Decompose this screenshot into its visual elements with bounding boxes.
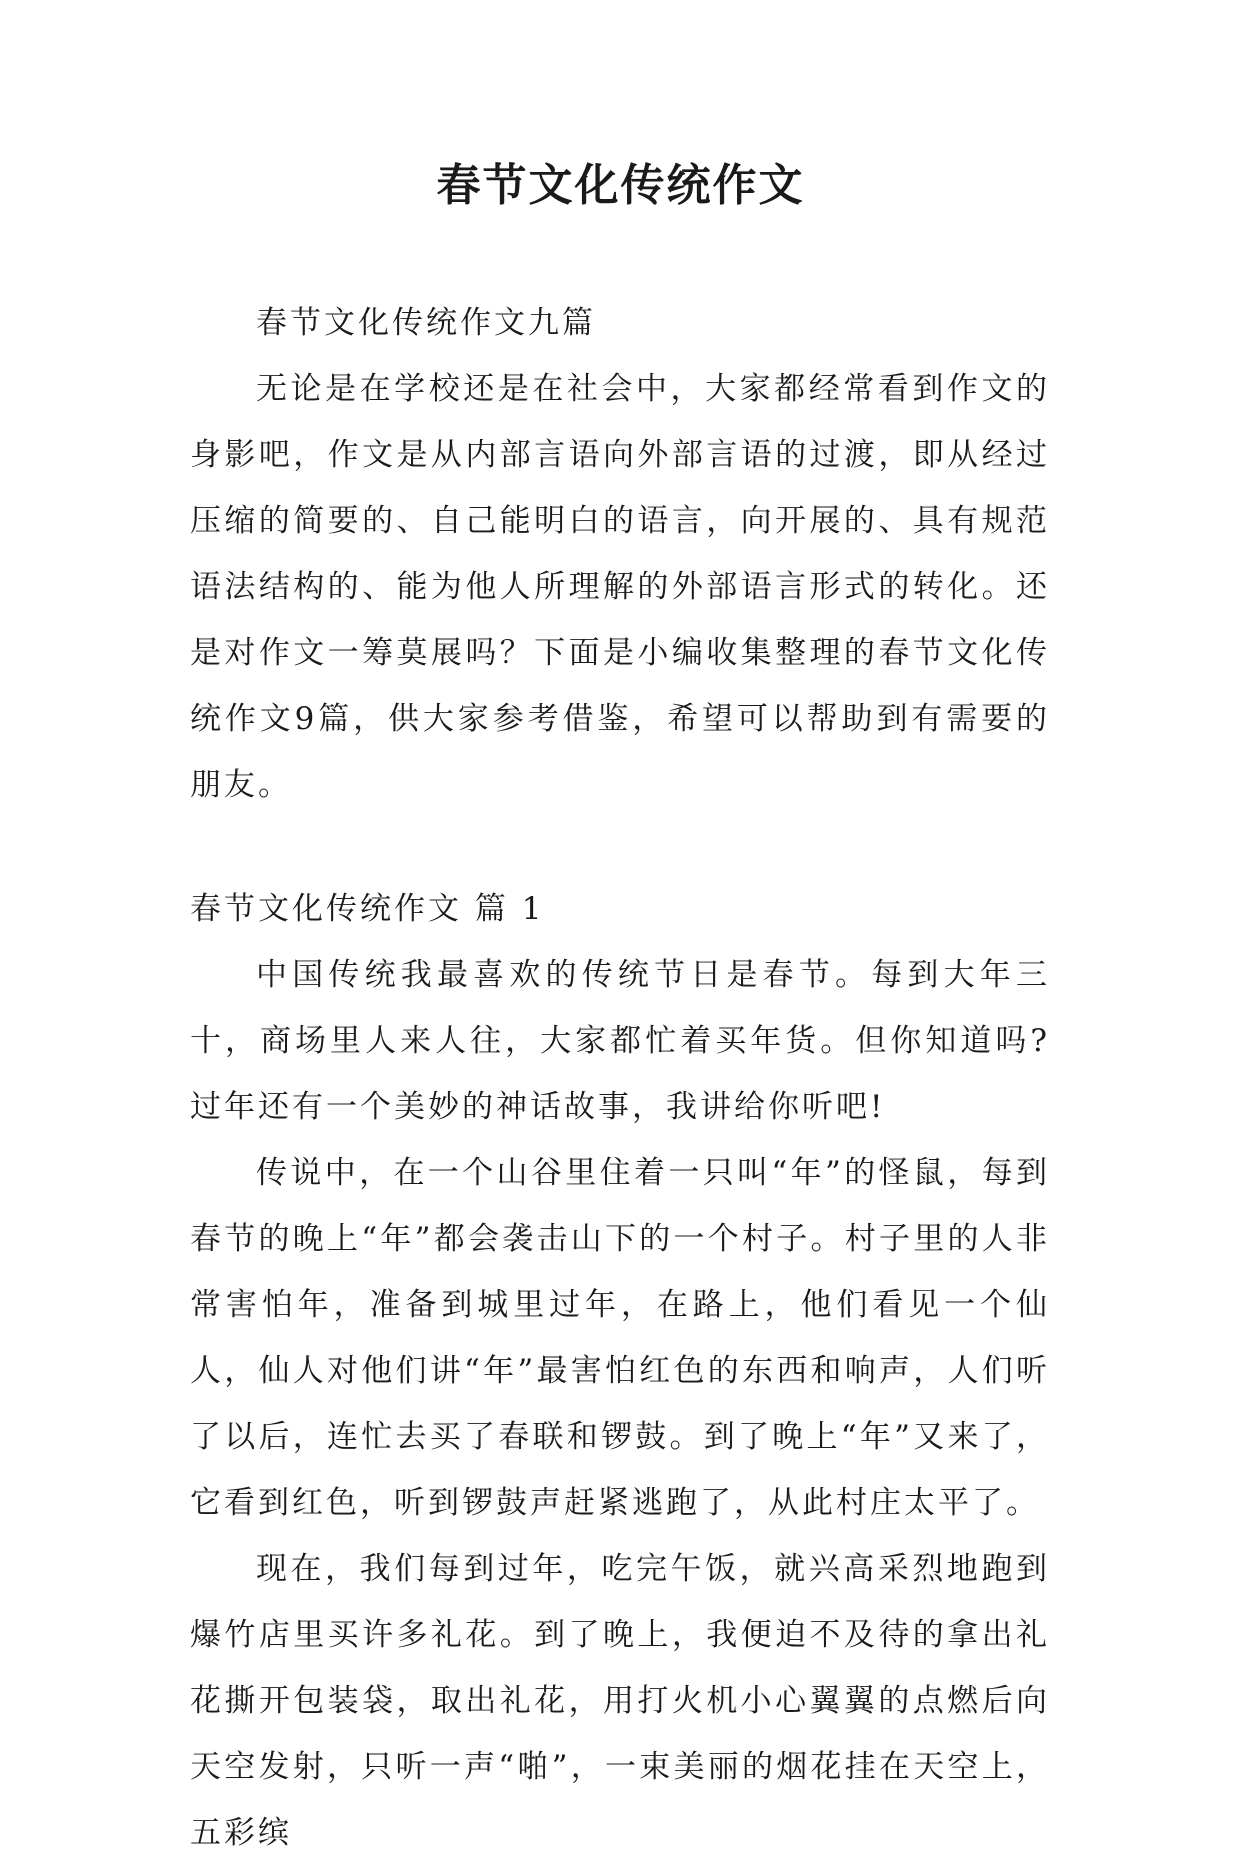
section-paragraph: 传说中，在一个山谷里住着一只叫“年”的怪鼠，每到春节的晚上“年”都会袭击山下的一个村子。村子里的人非常害怕年，准备到城里过年，在路上，他们看见一个仙人，仙人对他们讲“年”最害怕红色的东西和响声，人们听了以后，连忙去买了春联和锣鼓。到了晚上“年”又来了，它看到红色，听到锣鼓声赶紧逃跑了，从此村庄太平了。 [190,1155,1050,1521]
document-body [190,290,1050,1866]
section-heading: 春节文化传统作文 篇 1 [190,891,545,927]
section-paragraph: 现在，我们每到过年，吃完午饭，就兴高采烈地跑到爆竹店里买许多礼花。到了晚上，我便迫不及待的拿出礼花撕开包装袋，取出礼花，用打火机小心翼翼的点燃后向天空发射，只听一声“啪”，一束美丽的烟花挂在天空上，五彩缤 [190,1551,1050,1851]
document-subtitle: 春节文化传统作文九篇 [256,305,596,341]
document-title: 春节文化传统作文 [436,160,805,211]
section-paragraph: 中国传统我最喜欢的传统节日是春节。每到大年三十，商场里人来人往，大家都忙着买年货。但你知道吗?过年还有一个美妙的神话故事，我讲给你听吧! [190,957,1050,1125]
intro-paragraph: 无论是在学校还是在社会中，大家都经常看到作文的身影吧，作文是从内部言语向外部言语的过渡，即从经过压缩的简要的、自己能明白的语言，向开展的、具有规范语法结构的、能为他人所理解的外部语言形式的转化。还是对作文一筹莫展吗？下面是小编收集整理的春节文化传统作文9篇，供大家参考借鉴，希望可以帮助到有需要的朋友。 [190,371,1050,803]
